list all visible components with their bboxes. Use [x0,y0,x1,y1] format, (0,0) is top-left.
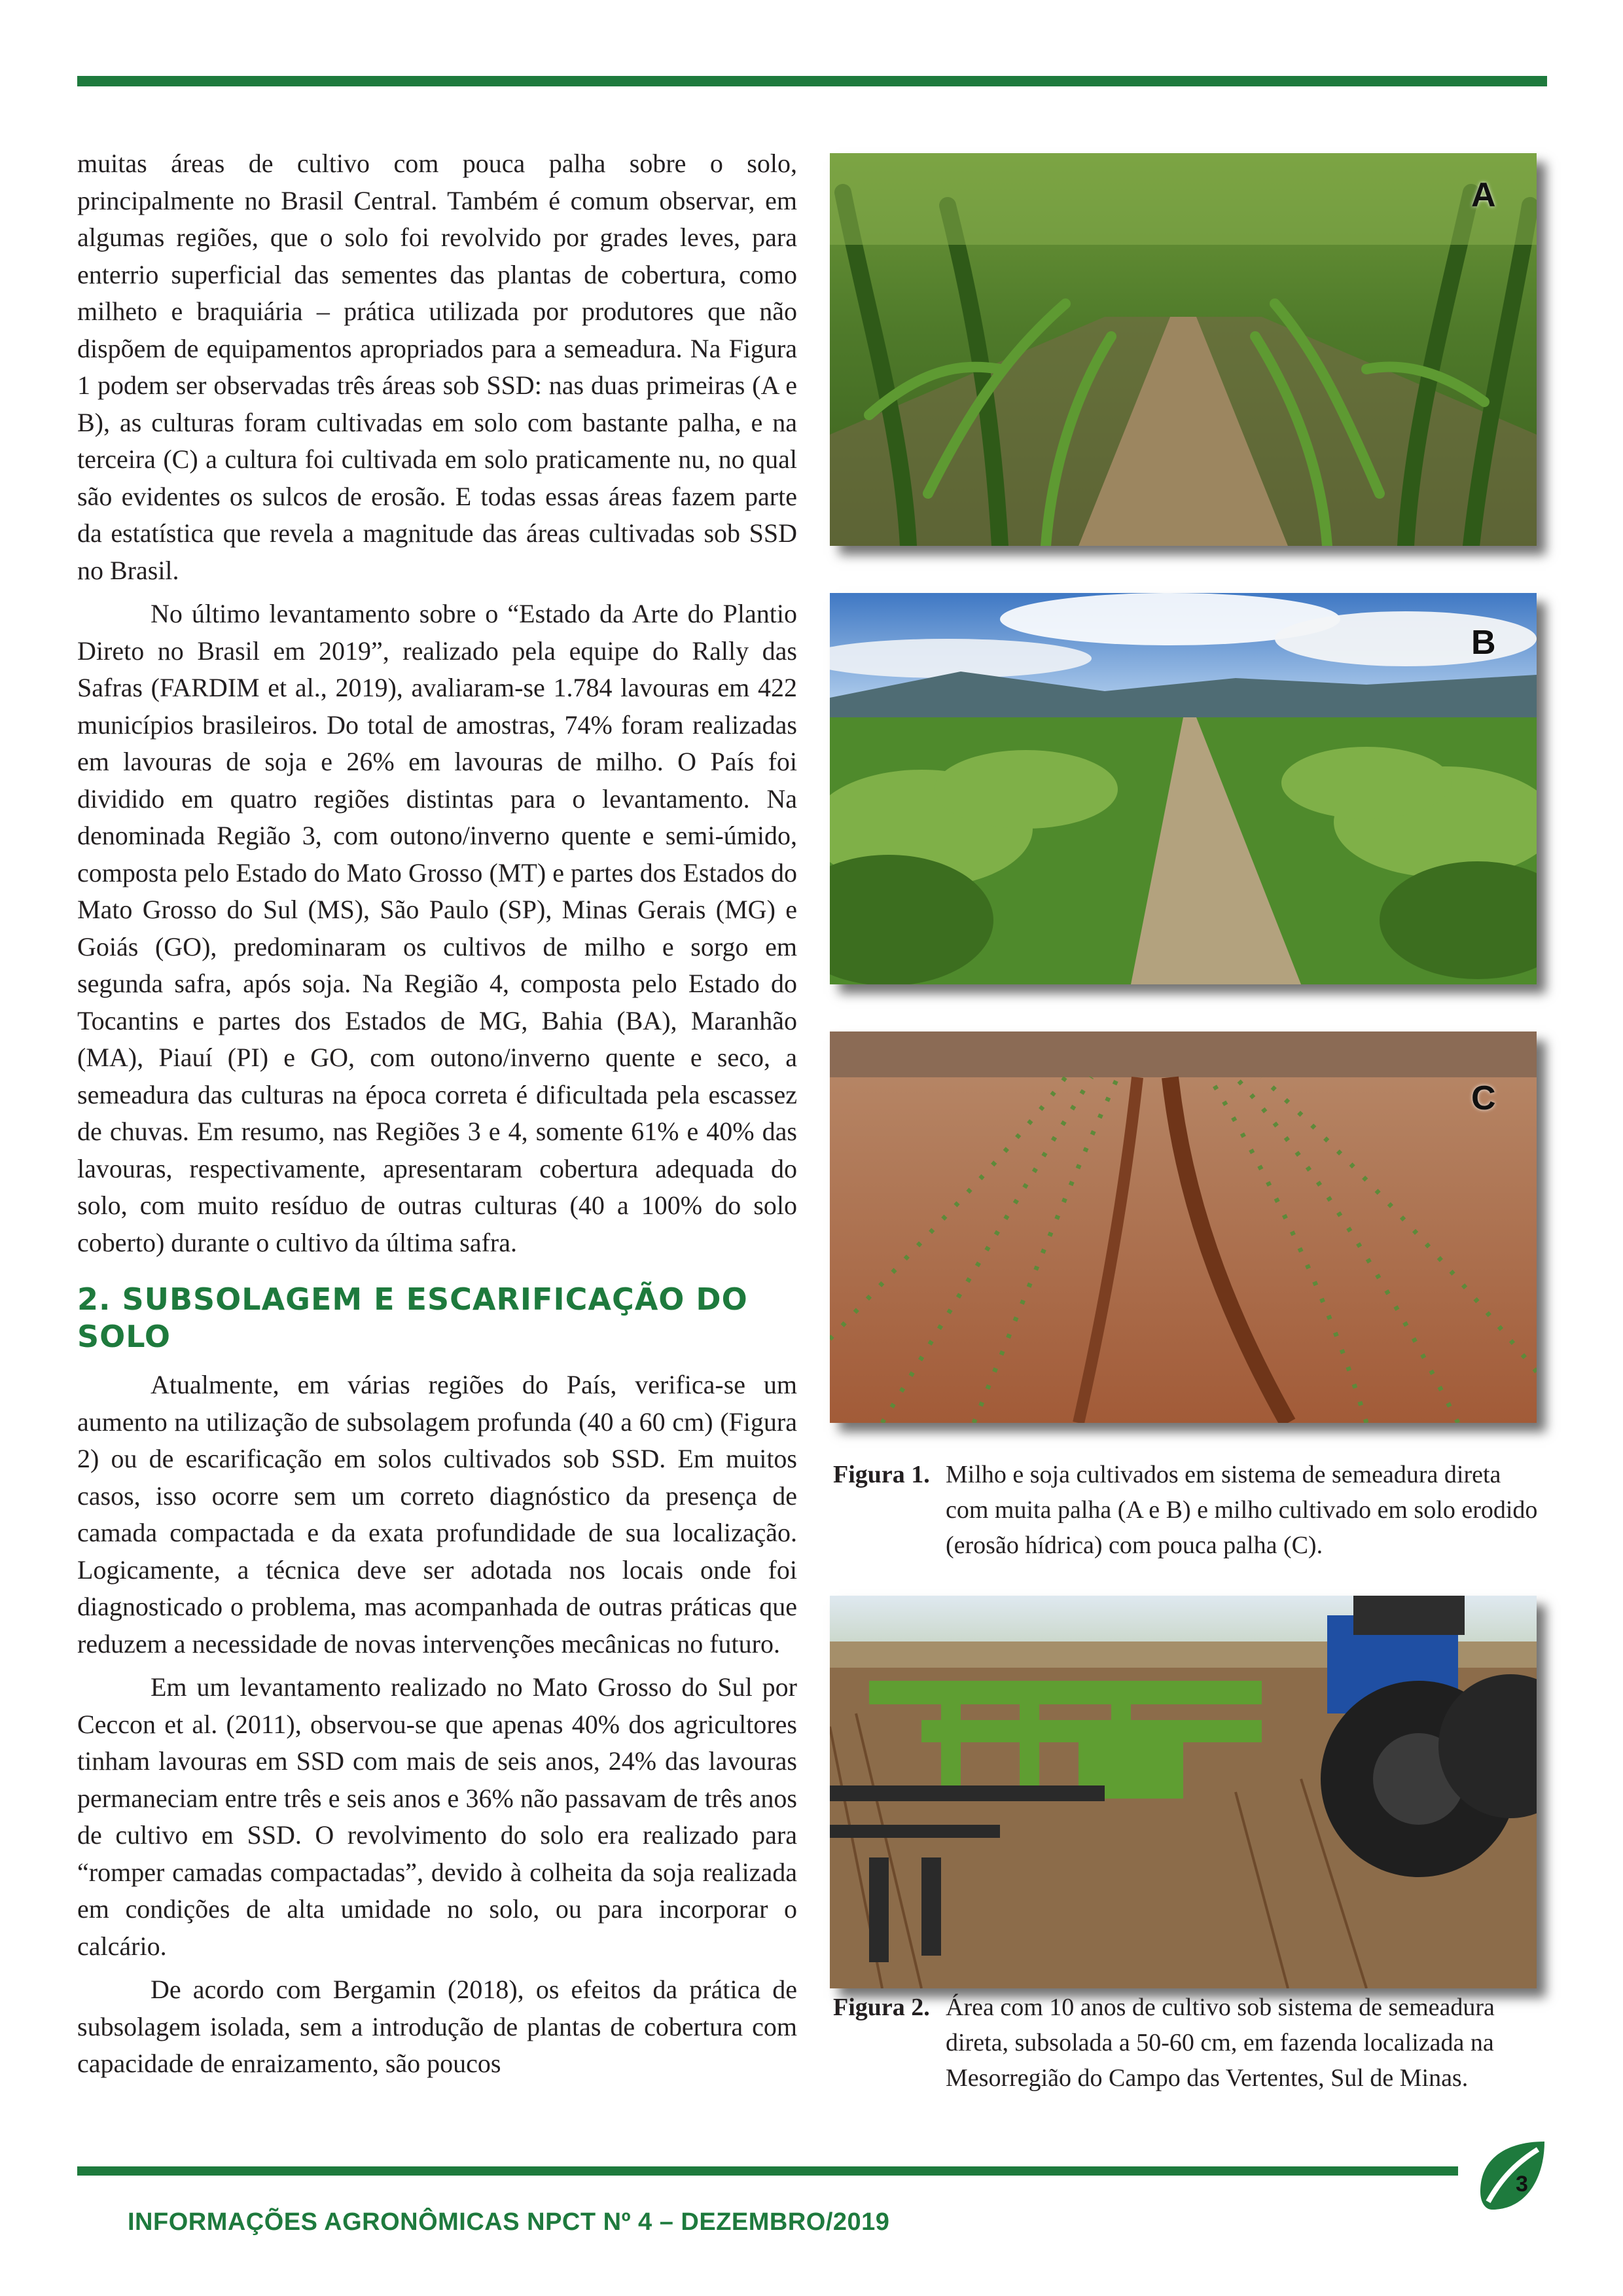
figure-1-caption [833,1457,1540,1563]
footer-rule [77,2166,1458,2176]
photo-label-b: B [1471,624,1496,662]
section-heading: 2. SUBSOLAGEM E ESCARIFICAÇÃO DO SOLO [77,1282,748,1354]
photo-corn-with-straw [830,153,1537,546]
paragraph: Atualmente, em várias regiões do País, verifica-se um aumento na utilização de subsolagem profunda (40 a 60 cm) (Figura 2) ou de escarificação em solos cultivados sob SSD. Em muitos casos, isso ocorre sem um correto diagnóstico da presença de camada compactada e da exata profundidade de sua localização. Logicamente, a técnica deve ser adotada nos locais onde foi diagnosticado o problema, mas acompanhada de outras práticas que reduzem a necessidade de novas intervenções mecânicas no futuro. [77,1370,797,1659]
footer-publication: INFORMAÇÕES AGRONÔMICAS NPCT Nº 4 – DEZEMBRO/2019 [128,2208,890,2236]
page-number: 3 [1516,2172,1528,2197]
paragraph: Em um levantamento realizado no Mato Grosso do Sul por Ceccon et al. (2011), observou-se que apenas 40% dos agricultores tinham lavouras em SSD com mais de seis anos, 24% das lavouras permaneciam entre três e seis anos e 36% não passavam de três anos de cultivo em SSD. O revolvimento do solo era realizado para “romper camadas compactadas”, devido à colheita da soja realizada em condições de alta umidade no solo, ou para incorporar o calcário. [77,1672,797,1961]
photo-eroded-soil [830,1031,1537,1423]
photo-label-c: C [1471,1079,1496,1117]
figure-2-number: Figura 2. [833,1994,930,2021]
paragraph: muitas áreas de cultivo com pouca palha sobre o solo, principalmente no Brasil Central. Também é comum observar, em algumas regiões, que o solo foi revolvido por grades leves, para enterrio superficial das sementes das plantas de cobertura, como milheto e braquiária – prática utilizada por produtores que não dispõem de equipamentos apropriados para a semeadura. Na Figura 1 podem ser observadas três áreas sob SSD: nas duas primeiras (A e B), as culturas foram cultivadas em solo com bastante palha, e na terceira (C) a cultura foi cultivada em solo praticamente nu, no qual são evidentes os sulcos de erosão. E todas essas áreas fazem parte da estatística que revela a magnitude das áreas cultivadas sob SSD no Brasil. [77,149,797,585]
photo-soybean-with-straw [830,593,1537,984]
figure-1-number: Figura 1. [833,1461,930,1488]
figure-2-caption-text: Área com 10 anos de cultivo sob sistema de semeadura direta, subsolada a 50-60 cm, em fazenda localizada na Mesorregião do Campo das Vertentes, Sul de Minas. [946,1994,1495,2092]
header-rule [77,76,1547,86]
figure-1-caption-text: Milho e soja cultivados em sistema de semeadura direta com muita palha (A e B) e milho cultivado em solo erodido (erosão hídrica) com pouca palha (C). [946,1461,1538,1559]
photo-subsoiler-tractor [830,1596,1537,1988]
paragraph: No último levantamento sobre o “Estado da Arte do Plantio Direto no Brasil em 2019”, realizado pela equipe do Rally das Safras (FARDIM et al., 2019), avaliaram-se 1.784 lavouras em 422 municípios brasileiros. Do total de amostras, 74% foram realizadas em lavouras de soja e 26% em lavouras de milho. O País foi dividido em quatro regiões distintas para o levantamento. Na denominada Região 3, com outono/inverno quente e semi-úmido, composta pelo Estado do Mato Grosso (MT) e partes dos Estados do Mato Grosso do Sul (MS), São Paulo (SP), Minas Gerais (MG) e Goiás (GO), predominaram os cultivos de milho e sorgo em segunda safra, após soja. Na Região 4, composta pelo Estado do Tocantins e partes dos Estados de MG, Bahia (BA), Maranhão (MA), Piauí (PI) e GO, com outono/inverno quente e seco, a semeadura das culturas na época correta é dificultada pela escassez de chuvas. Em resumo, nas Regiões 3 e 4, somente 61% e 40% das lavouras, respectivamente, apresentaram cobertura adequada do solo, com muito resíduo de outras culturas (40 a 100% do solo coberto) durante o cultivo da última safra. [77,599,797,1257]
photo-label-a: A [1471,176,1496,214]
leaf-icon [1474,2139,1547,2216]
paragraph: De acordo com Bergamin (2018), os efeitos da prática de subsolagem isolada, sem a introdução de plantas de cobertura com capacidade de enraizamento, são poucos [77,1975,797,2078]
figure-2-caption [833,1990,1540,2096]
body-text-column [77,145,797,2089]
